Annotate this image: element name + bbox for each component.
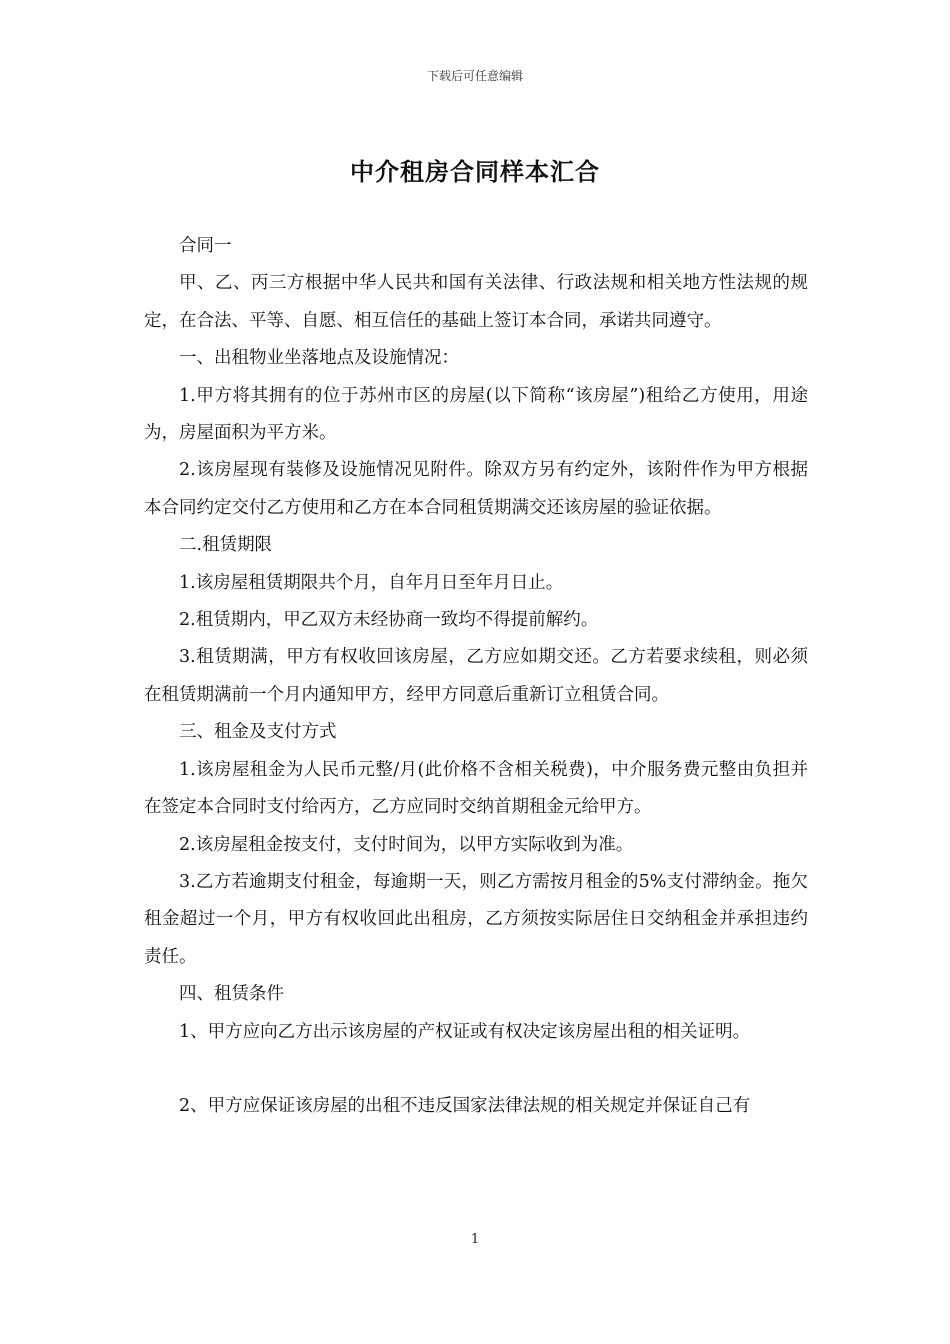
paragraph-3-3: 3.乙方若逾期支付租金，每逾期一天，则乙方需按月租金的5%支付滞纳金。拖欠租金超过一个月，甲方有权收回此出租房，乙方须按实际居住日交纳租金并承担违约责任。 <box>144 871 808 967</box>
paragraph-contract-label: 合同一 <box>179 236 232 256</box>
document-body <box>144 228 808 1125</box>
paragraph-1-2: 2.该房屋现有装修及设施情况见附件。除双方另有约定外，该附件作为甲方根据本合同约定交付乙方使用和乙方在本合同租赁期满交还该房屋的验证依据。 <box>144 460 808 518</box>
paragraph-4-1: 1、甲方应向乙方出示该房屋的产权证或有权决定该房屋出租的相关证明。 <box>179 1021 751 1042</box>
document-title: 中介租房合同样本汇合 <box>350 157 600 186</box>
paragraph-gap <box>144 1051 808 1088</box>
section-heading-1: 一、出租物业坐落地点及设施情况： <box>179 348 459 369</box>
paragraph-3-1: 1.该房屋租金为人民币元整/月(此价格不含相关税费)，中介服务费元整由负担并在签定本合同时支付给丙方，乙方应同时交纳首期租金元给甲方。 <box>144 759 808 818</box>
paragraph-2-3: 3.租赁期满，甲方有权收回该房屋，乙方应如期交还。乙方若要求续租，则必须在租赁期满前一个月内通知甲方，经甲方同意后重新订立租赁合同。 <box>144 647 808 705</box>
paragraph-1-1: 1.甲方将其拥有的位于苏州市区的房屋(以下简称“该房屋”)租给乙方使用，用途为，房屋面积为平方米。 <box>144 385 808 444</box>
paragraph-3-2: 2.该房屋租金按支付，支付时间为，以甲方实际收到为准。 <box>179 834 634 855</box>
paragraph-2-1: 1.该房屋租赁期限共个月，自年月日至年月日止。 <box>179 572 564 593</box>
section-heading-4: 四、租赁条件 <box>179 984 284 1005</box>
section-heading-2: 二.租赁期限 <box>179 535 273 556</box>
section-heading-3: 三、租金及支付方式 <box>179 722 337 743</box>
page-number: 1 <box>470 1232 480 1247</box>
paragraph-2-2: 2.租赁期内，甲乙双方未经协商一致均不得提前解约。 <box>179 610 599 631</box>
paragraph-4-2: 2、甲方应保证该房屋的出租不违反国家法律法规的相关规定并保证自己有 <box>179 1095 751 1116</box>
page-header: 下载后可任意编辑 <box>426 69 523 83</box>
paragraph-preamble: 甲、乙、丙三方根据中华人民共和国有关法律、行政法规和相关地方性法规的规定，在合法、平等、自愿、相互信任的基础上签订本合同，承诺共同遵守。 <box>144 273 808 331</box>
